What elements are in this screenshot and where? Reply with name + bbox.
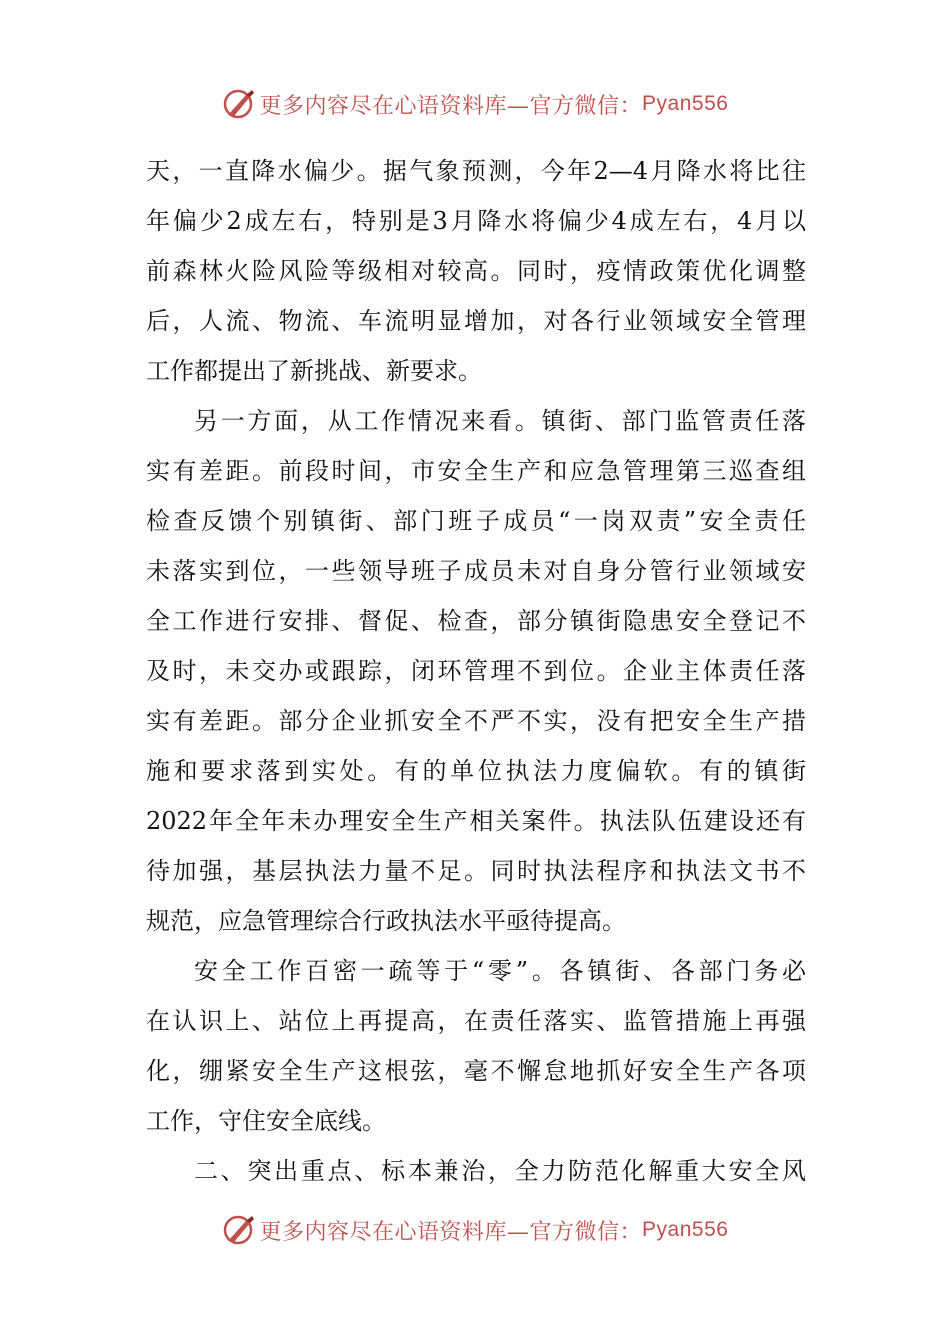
text-line: 施和要求落到实处。有的单位执法力度偏软。有的镇街 <box>146 757 806 785</box>
text-line: 2022年全年未办理安全生产相关案件。执法队伍建设还有 <box>146 807 806 835</box>
paragraph-2 <box>146 396 806 946</box>
text-line: 二、突出重点、标本兼治，全力防范化解重大安全风 <box>194 1157 806 1185</box>
text-line: 及时，未交办或跟踪，闭环管理不到位。企业主体责任落 <box>146 657 806 685</box>
watermark-text: 更多内容尽在心语资料库—官方微信： <box>259 93 643 119</box>
text-line: 安全工作百密一疏等于“零”。各镇街、各部门务必 <box>194 957 806 985</box>
paragraph-3 <box>146 946 806 1146</box>
text-line: 工作都提出了新挑战、新要求。 <box>146 357 482 385</box>
text-line: 在认识上、站位上再提高，在责任落实、监管措施上再强 <box>146 1007 806 1035</box>
paragraph-4 <box>146 1146 806 1196</box>
text-line: 未落实到位，一些领导班子成员未对自身分管行业领域安 <box>146 557 806 585</box>
pen-logo-icon <box>222 87 256 121</box>
watermark-wechat: Pyan556 <box>642 1218 729 1241</box>
text-line: 全工作进行安排、督促、检查，部分镇街隐患安全登记不 <box>146 607 806 635</box>
watermark-header <box>0 84 950 124</box>
document-body <box>146 146 806 1196</box>
text-line: 后，人流、物流、车流明显增加，对各行业领域安全管理 <box>146 307 806 335</box>
text-line: 天，一直降水偏少。据气象预测，今年2—4月降水将比往 <box>146 157 806 185</box>
paragraph-1 <box>146 146 806 396</box>
text-line: 工作，守住安全底线。 <box>146 1107 386 1135</box>
text-line: 实有差距。部分企业抓安全不严不实，没有把安全生产措 <box>146 707 806 735</box>
text-line: 化，绷紧安全生产这根弦，毫不懈怠地抓好安全生产各项 <box>146 1057 806 1085</box>
watermark-text: 更多内容尽在心语资料库—官方微信： <box>259 1219 643 1245</box>
text-line: 规范，应急管理综合行政执法水平亟待提高。 <box>146 907 626 935</box>
text-line: 待加强，基层执法力量不足。同时执法程序和执法文书不 <box>146 857 806 885</box>
text-line: 实有差距。前段时间，市安全生产和应急管理第三巡查组 <box>146 457 806 485</box>
text-line: 前森林火险风险等级相对较高。同时，疫情政策优化调整 <box>146 257 806 285</box>
text-line: 年偏少2成左右，特别是3月降水将偏少4成左右，4月以 <box>146 207 806 235</box>
pen-logo-icon <box>222 1213 256 1247</box>
text-line: 检查反馈个别镇街、部门班子成员“一岗双责”安全责任 <box>146 507 806 535</box>
text-line: 另一方面，从工作情况来看。镇街、部门监管责任落 <box>194 407 806 435</box>
watermark-footer <box>0 1210 950 1250</box>
watermark-wechat: Pyan556 <box>642 92 729 115</box>
